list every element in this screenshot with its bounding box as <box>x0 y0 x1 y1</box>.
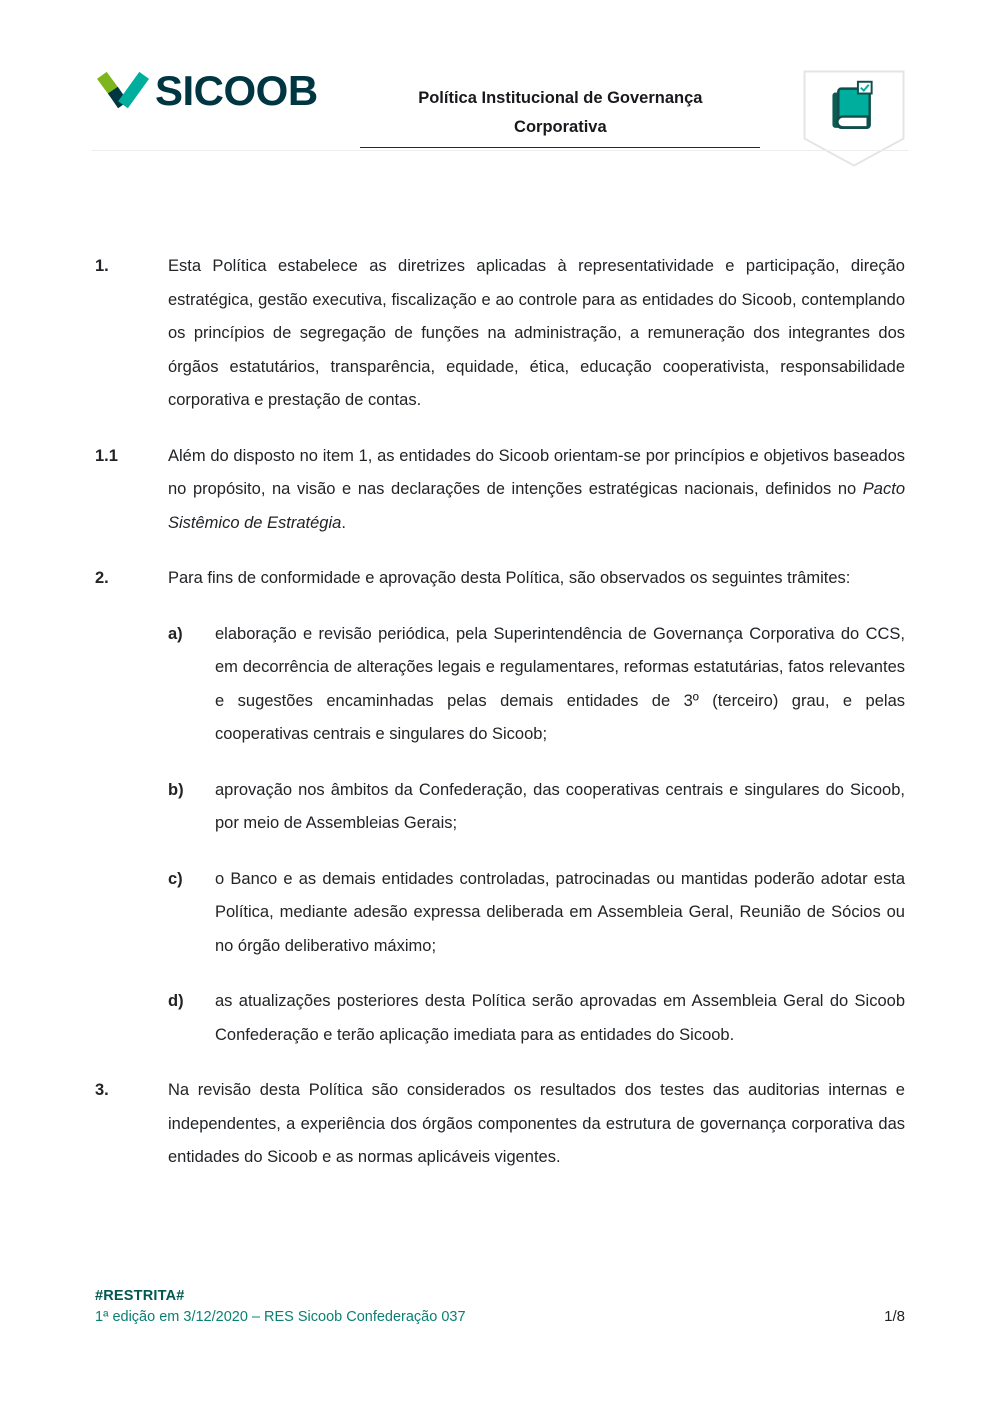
item-text-italic: Pacto Sistêmico de Estratégia <box>168 480 905 532</box>
book-badge <box>803 70 905 168</box>
item-marker: a) <box>168 624 183 643</box>
document-title <box>318 56 803 148</box>
document-body <box>95 250 905 1197</box>
subitem-b <box>95 774 905 841</box>
item-text: o Banco e as demais entidades controladas, patrocinadas ou mantidas poderão adotar esta Política, mediante adesão expressa deliberada em Assembleia Geral, Reunião de Sócios ou no órgão deliberativo máximo; <box>215 869 905 955</box>
title-line-1: Política Institucional de Governança <box>418 89 703 107</box>
item-text: aprovação nos âmbitos da Confederação, das cooperativas centrais e singulares do Sicoob, por meio de Assembleias Gerais; <box>215 780 905 832</box>
item-text: Esta Política estabelece as diretrizes aplicadas à representatividade e participação, direção estratégica, gestão executiva, fiscalização e ao controle para as entidades do Sicoob, contemplando os princípios de segregação de funções na administração, a remuneração dos integrantes dos órgãos estatutários, transparência, equidade, ética, educação cooperativista, responsabilidade corporativa e prestação de contas. <box>168 257 905 409</box>
header-divider <box>92 150 908 151</box>
item-text: elaboração e revisão periódica, pela Superintendência de Governança Corporativa do CCS, em decorrência de alterações legais e regulamentares, reformas estatutárias, fatos relevantes e sugestões encaminhadas pelas demais entidades de 3º (terceiro) grau, e pelas cooperativas centrais e singulares do Sicoob; <box>215 624 905 743</box>
subitem-a <box>95 618 905 752</box>
title-underline <box>360 147 760 148</box>
item-marker: 2. <box>95 569 109 587</box>
page-number: 1/8 <box>884 1308 905 1325</box>
paragraph-2 <box>95 562 905 596</box>
item-marker: 1. <box>95 257 109 275</box>
item-marker: 1.1 <box>95 446 118 465</box>
title-line-2: Corporativa <box>514 118 607 136</box>
footer-row <box>95 1307 905 1327</box>
item-text-before: Além do disposto no item 1, as entidades do Sicoob orientam-se por princípios e objetivos baseados no propósito, na visão e nas declarações de intenções estratégicas nacionais, definidos no <box>168 446 905 498</box>
document-header <box>95 56 905 168</box>
item-text-after: . <box>341 513 346 532</box>
item-marker: d) <box>168 992 184 1010</box>
item-marker: b) <box>168 780 184 799</box>
item-marker: 3. <box>95 1081 109 1099</box>
edition-note: 1ª edição em 3/12/2020 – RES Sicoob Confederação 037 <box>95 1309 466 1325</box>
restricted-label: #RESTRITA# <box>95 1288 185 1304</box>
sicoob-logo <box>95 68 318 114</box>
item-text <box>168 440 905 541</box>
item-text: Para fins de conformidade e aprovação desta Política, são observados os seguintes trâmites: <box>168 569 851 587</box>
sicoob-logo-text: SICOOB <box>155 67 318 114</box>
book-icon <box>803 70 905 168</box>
subitem-d <box>95 985 905 1052</box>
paragraph-1 <box>95 250 905 418</box>
paragraph-3 <box>95 1074 905 1175</box>
item-text: Na revisão desta Política são considerados os resultados dos testes das auditorias internas e independentes, a experiência dos órgãos componentes da estrutura de governança corporativa das entidades do Sicoob e as normas aplicáveis vigentes. <box>168 1081 905 1166</box>
sicoob-logo-icon <box>95 68 151 114</box>
subitem-c <box>95 863 905 964</box>
document-footer <box>95 1286 905 1327</box>
paragraph-1-1 <box>95 440 905 541</box>
item-marker: c) <box>168 869 183 888</box>
item-text: as atualizações posteriores desta Política serão aprovadas em Assembleia Geral do Sicoob Confederação e terão aplicação imediata para as entidades do Sicoob. <box>215 992 905 1044</box>
